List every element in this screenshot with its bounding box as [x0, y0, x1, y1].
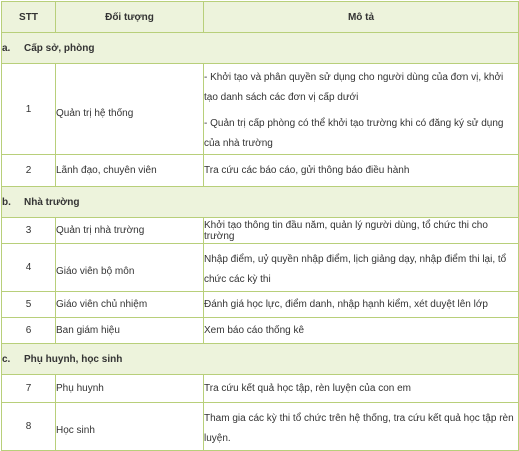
- table-row: [2, 218, 519, 244]
- row-number: 6: [2, 318, 56, 344]
- section-heading: [2, 344, 519, 375]
- row-object: [56, 403, 204, 451]
- row-object-text: Giáo viên bộ môn: [56, 266, 135, 277]
- row-object-text: Học sinh: [56, 425, 95, 436]
- row-description: Tra cứu kết quả học tập, rèn luyện của con em: [204, 375, 519, 403]
- row-description: [204, 244, 519, 292]
- section-letter: a.: [2, 42, 11, 54]
- row-object: Quản trị nhà trường: [56, 218, 204, 244]
- section-row: [2, 187, 519, 218]
- row-object: Lãnh đạo, chuyên viên: [56, 155, 204, 187]
- section-title: Nhà trường: [24, 196, 80, 208]
- row-description: Đánh giá học lực, điểm danh, nhập hạnh kiểm, xét duyệt lên lớp: [204, 292, 519, 318]
- header-object: Đối tượng: [56, 2, 204, 33]
- row-description: Tra cứu các báo cáo, gửi thông báo điều hành: [204, 155, 519, 187]
- row-number: 7: [2, 375, 56, 403]
- table-row: [2, 375, 519, 403]
- section-heading: [2, 187, 519, 218]
- section-row: [2, 33, 519, 64]
- table-row: [2, 155, 519, 187]
- section-letter: b.: [2, 196, 11, 208]
- row-number: 3: [2, 218, 56, 244]
- row-number: 1: [2, 64, 56, 155]
- section-letter: c.: [2, 353, 11, 365]
- table-row: [2, 318, 519, 344]
- row-number: 8: [2, 403, 56, 451]
- header-description: Mô tả: [204, 2, 519, 33]
- header-stt: STT: [2, 2, 56, 33]
- row-description-line: - Khởi tạo và phân quyền sử dụng cho người dùng của đơn vị, khởi tạo danh sách các đơn vị cấp dưới: [204, 72, 504, 103]
- row-number: 5: [2, 292, 56, 318]
- row-description-line: - Quản trị cấp phòng có thể khởi tạo trường khi có đăng ký sử dụng của nhà trường: [204, 118, 504, 149]
- row-object: Giáo viên chủ nhiệm: [56, 292, 204, 318]
- header-row: [2, 2, 519, 33]
- row-object: [56, 64, 204, 155]
- roles-table: [1, 1, 519, 451]
- table-row: [2, 403, 519, 451]
- row-description: Khởi tạo thông tin đầu năm, quản lý người dùng, tổ chức thi cho trường: [204, 218, 519, 244]
- row-description-line: Tham gia các kỳ thi tổ chức trên hệ thống, tra cứu kết quả học tập rèn luyện.: [204, 412, 514, 444]
- row-description: Xem báo cáo thống kê: [204, 318, 519, 344]
- row-number: 4: [2, 244, 56, 292]
- row-description: [204, 403, 519, 451]
- section-title: Phụ huynh, học sinh: [24, 353, 123, 365]
- table-row: [2, 244, 519, 292]
- table-row: [2, 64, 519, 155]
- table-row: [2, 292, 519, 318]
- row-object-text: Quản trị hệ thống: [56, 107, 134, 119]
- row-description-line: Nhập điểm, uỷ quyền nhập điểm, lịch giảng dạy, nhập điểm thi lại, tổ chức các kỳ thi: [204, 253, 507, 285]
- row-description: [204, 64, 519, 155]
- section-title: Cấp sở, phòng: [24, 42, 95, 54]
- section-heading: [2, 33, 519, 64]
- row-number: 2: [2, 155, 56, 187]
- section-row: [2, 344, 519, 375]
- row-object: [56, 244, 204, 292]
- row-object: Phụ huynh: [56, 375, 204, 403]
- row-object: Ban giám hiệu: [56, 318, 204, 344]
